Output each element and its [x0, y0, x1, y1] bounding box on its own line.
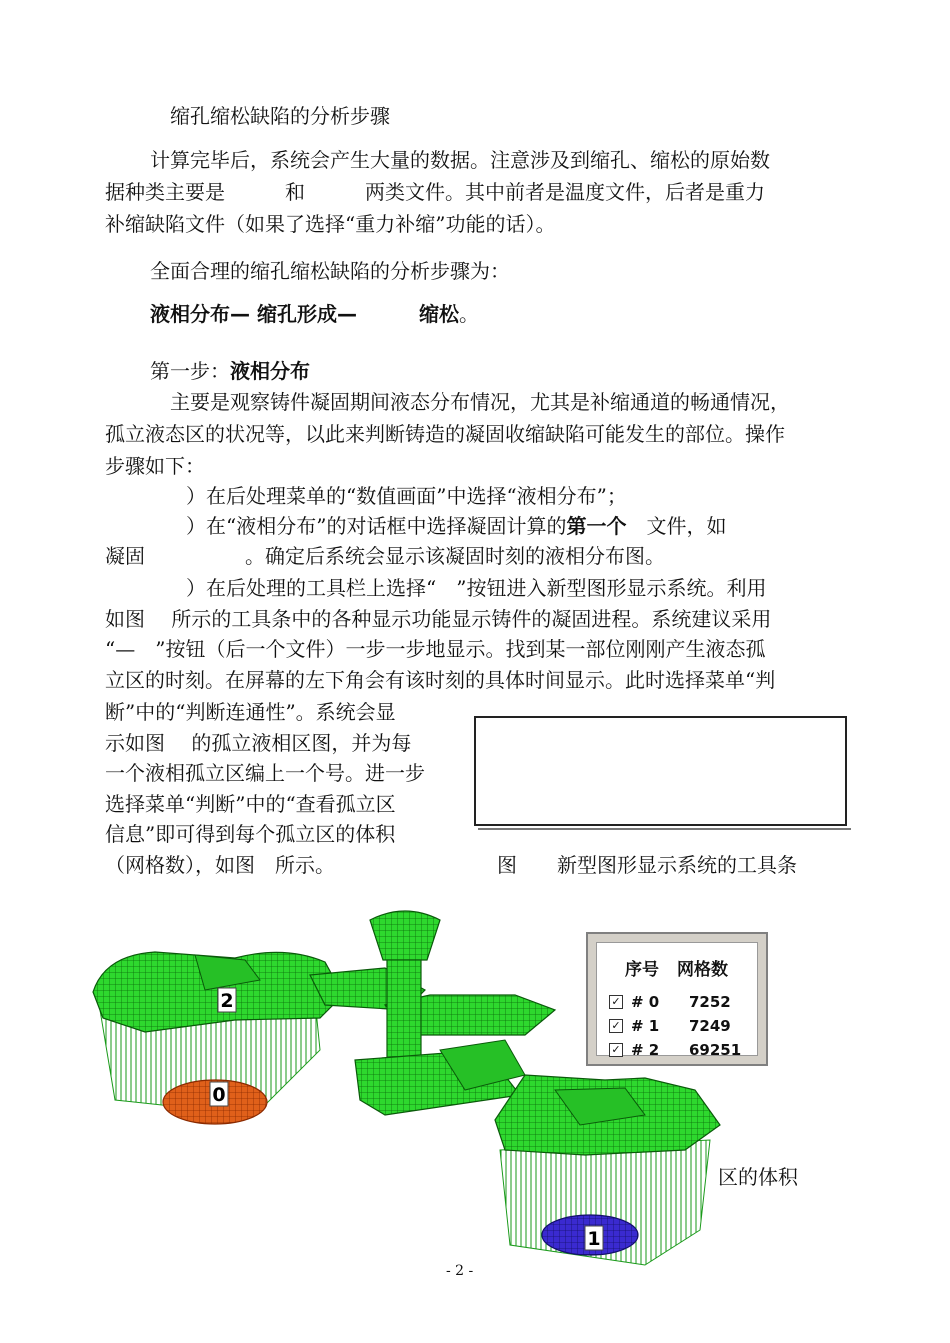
table-row: ✓ # 1 7249	[609, 1017, 759, 1039]
page-number: - 2 -	[446, 1263, 474, 1279]
para1-line2: 据种类主要是 和 两类文件。其中前者是温度文件，后者是重力	[105, 180, 765, 204]
narrow-line3: 一个液相孤立区编上一个号。进一步	[105, 761, 425, 785]
item3-line4: 立区的时刻。在屏幕的左下角会有该时刻的具体时间显示。此时选择菜单“判	[105, 668, 776, 692]
steps-line-b: 缩松	[418, 302, 459, 326]
isolated-region-info-panel	[586, 932, 768, 1066]
item2-line1	[186, 510, 726, 542]
checkbox-checked-icon[interactable]: ✓	[609, 1019, 623, 1033]
region-label-0	[210, 1082, 228, 1106]
step1-title: 液相分布	[230, 359, 310, 383]
steps-line-a: 液相分布— 缩孔形成—	[150, 302, 357, 326]
step1-heading	[150, 355, 310, 387]
figure-caption-fragment: 区的体积	[718, 1165, 798, 1189]
doc-title: 缩孔缩松缺陷的分析步骤	[170, 104, 390, 128]
table-row: ✓ # 0 7252	[609, 993, 759, 1015]
svg-text:1: 1	[587, 1228, 601, 1250]
item2-b: 文件，如	[626, 514, 727, 538]
region-label-1	[585, 1226, 603, 1250]
step1-prefix: 第一步：	[150, 359, 230, 383]
header-count: 网格数	[677, 960, 728, 980]
item1: ）在后处理菜单的“数值画面”中选择“液相分布”；	[186, 484, 627, 508]
narrow-line4: 选择菜单“判断”中的“查看孤立区	[105, 792, 396, 816]
narrow-line1: 断”中的“判断连通性”。系统会显	[105, 700, 396, 724]
item3-line3: “— ”按钮（后一个文件）一步一步地显示。找到某一部位刚刚产生液态孤	[105, 637, 766, 661]
checkbox-checked-icon[interactable]: ✓	[609, 995, 623, 1009]
item2-a: ）在“液相分布”的对话框中选择凝固计算的	[186, 514, 567, 538]
para2: 全面合理的缩孔缩松缺陷的分析步骤为：	[150, 259, 510, 283]
para3-line3: 步骤如下：	[105, 454, 205, 478]
narrow-line2: 示如图 的孤立液相区图，并为每	[105, 731, 412, 755]
narrow-line6: （网格数），如图 所示。	[105, 853, 335, 877]
steps-line-end: 。	[458, 302, 479, 326]
svg-text:0: 0	[212, 1084, 226, 1106]
item2-bold: 第一个	[566, 514, 627, 538]
para3-line2: 孤立液态区的状况等，以此来判断铸造的凝固收缩缺陷可能发生的部位。操作	[105, 422, 785, 446]
steps-line	[150, 298, 479, 330]
toolbar-image-frame	[474, 716, 847, 826]
region-label-2	[218, 988, 236, 1012]
header-id: 序号	[625, 960, 659, 980]
para1-line1: 计算完毕后，系统会产生大量的数据。注意涉及到缩孔、缩松的原始数	[150, 148, 770, 172]
narrow-line5: 信息”即可得到每个孤立区的体积	[105, 822, 396, 846]
table-row: ✓ # 2 69251	[609, 1041, 759, 1063]
toolbar-caption: 图 新型图形显示系统的工具条	[497, 853, 797, 877]
svg-text:2: 2	[220, 990, 234, 1012]
checkbox-checked-icon[interactable]: ✓	[609, 1043, 623, 1057]
item3-line1: ）在后处理的工具栏上选择“ ”按钮进入新型图形显示系统。利用	[186, 576, 767, 600]
item2-line2: 凝固 。确定后系统会显示该凝固时刻的液相分布图。	[105, 544, 665, 568]
para3-line1: 主要是观察铸件凝固期间液态分布情况，尤其是补缩通道的畅通情况，	[150, 390, 790, 414]
item3-line2: 如图 所示的工具条中的各种显示功能显示铸件的凝固进程。系统建议采用	[105, 607, 772, 631]
para1-line3: 补缩缺陷文件（如果了选择“重力补缩”功能的话）。	[105, 212, 556, 236]
